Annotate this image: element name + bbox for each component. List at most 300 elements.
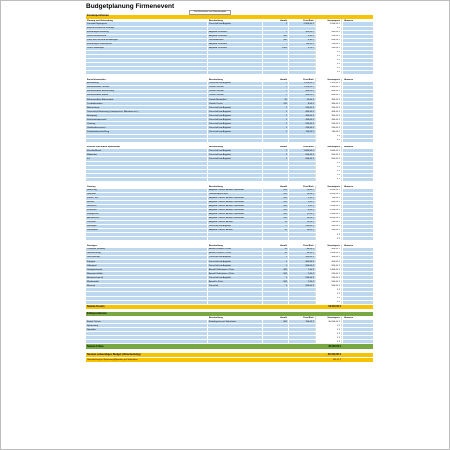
row-note: [342, 248, 373, 251]
row-name: [86, 292, 207, 295]
row-note: [342, 90, 373, 93]
row-quantity: 1: [262, 86, 288, 89]
row-note: [342, 149, 373, 152]
row-note: [342, 197, 373, 200]
row-unit-price: 500,00 €: [288, 284, 315, 287]
row-name: Beleuchtung: [87, 106, 100, 109]
row-quantity: 1: [262, 260, 288, 263]
header-note: Hinweise: [342, 244, 373, 248]
row-total: 500,00 €: [315, 280, 342, 283]
footer-label: Summe notwendiges Budget (Unterdeckung): [87, 352, 141, 356]
row-description: Pauschal laut Angebot: [207, 264, 262, 267]
row-total: 3.000,00 €: [315, 193, 342, 196]
header-qty: Anzahl: [262, 78, 288, 82]
row-unit-price: [288, 328, 315, 331]
row-name: Externe Kosten für Planung: [87, 26, 114, 29]
row-total: 0 €: [315, 288, 342, 291]
row-unit-price: 550,00 €: [288, 122, 315, 125]
footer-label: Unterdeckung bei Sponsoring/Spenden pro Teilnehmer: [87, 359, 138, 362]
row-name: Reinigung: [87, 114, 97, 117]
row-quantity: 200: [262, 272, 288, 275]
row-name: [86, 233, 207, 236]
row-unit-price: 150,00 €: [288, 320, 315, 323]
row-name: Technische Betreuung (Lautsprecher, Mikrofone etc.): [87, 110, 139, 113]
row-note: [342, 288, 373, 291]
row-quantity: 1: [262, 94, 288, 97]
header-label: Event-Infrastruktur: [87, 78, 106, 81]
footer-value: 101,55 €: [332, 359, 341, 362]
row-total: 0 €: [315, 174, 342, 177]
row-name: [86, 135, 207, 138]
row-total: 0 €: [315, 328, 342, 331]
row-note: [342, 118, 373, 121]
header-unit-price: Preis/Einh.: [288, 146, 315, 150]
row-description: [207, 63, 262, 66]
row-quantity: 10: [262, 248, 288, 251]
row-note: [342, 256, 373, 259]
row-description: Verleih Tische: [207, 102, 262, 105]
row-note: [342, 166, 373, 169]
row-total: 150,00 €: [315, 130, 342, 133]
row-description: Anzahl x Preis: [207, 280, 262, 283]
row-unit-price: [288, 178, 315, 181]
row-quantity: [262, 139, 288, 142]
row-unit-price: [288, 288, 315, 291]
row-quantity: [262, 51, 288, 54]
row-description: [207, 139, 262, 142]
row-quantity: 200: [262, 193, 288, 196]
row-quantity: [262, 71, 288, 74]
row-total: 0 €: [315, 297, 342, 300]
row-unit-price: [288, 27, 315, 30]
row-name: Moderator: [87, 153, 97, 156]
row-note: [342, 39, 373, 42]
header-label: Planung und Vorbereitung: [87, 19, 113, 22]
row-description: Anzahl Teilnehmer x Preis: [207, 272, 262, 275]
row-unit-price: 18,00 €: [288, 217, 315, 220]
row-name: [86, 71, 207, 74]
row-note: [342, 122, 373, 125]
row-name: [86, 288, 207, 291]
header-unit-price: Preis/Einh.: [288, 316, 315, 320]
sum-costs-label: Summe Kosten: [87, 304, 105, 308]
row-note: [342, 209, 373, 212]
row-quantity: [262, 170, 288, 173]
row-quantity: 200: [262, 205, 288, 208]
header-note: Hinweise: [342, 316, 373, 320]
row-quantity: 1: [262, 118, 288, 121]
row-description: [207, 288, 262, 291]
row-unit-price: 1.800,00 €: [288, 149, 315, 152]
row-name: Bühnenaufbau Bühnenteile: [87, 98, 114, 101]
row-name: [86, 237, 207, 240]
row-quantity: 20: [262, 98, 288, 101]
row-description: Angebot Druckerei: [207, 43, 262, 46]
row-description: Pauschal laut Angebot: [207, 276, 262, 279]
row-total: 1.000,00 €: [315, 205, 342, 208]
row-quantity: 200: [262, 189, 288, 192]
row-quantity: 200: [262, 217, 288, 220]
row-description: Angebot Caterer, Anzahl Teilnehmer: [207, 213, 262, 216]
row-quantity: [262, 297, 288, 300]
row-quantity: 20: [262, 229, 288, 232]
row-total: 250,00 €: [315, 106, 342, 109]
row-name: Bühnenaufbau Beleuchtung: [87, 90, 115, 93]
row-quantity: [262, 233, 288, 236]
section-title: Kostenpositionen: [86, 15, 373, 19]
row-quantity: [262, 340, 288, 343]
row-description: Angebot Druckerei: [207, 47, 262, 50]
row-name: [86, 336, 207, 339]
row-note: [342, 63, 373, 66]
header-desc: Beschreibung: [207, 316, 262, 320]
row-unit-price: [288, 135, 315, 138]
row-total: 1.200,00 €: [315, 82, 342, 85]
row-note: [342, 205, 373, 208]
row-name: Einladungen Dienstleister: [87, 43, 112, 46]
row-quantity: 1: [262, 110, 288, 113]
row-name: Übernachtung: [87, 252, 101, 255]
row-name: Tischdekoration: [87, 102, 103, 105]
row-total: 0 €: [315, 292, 342, 295]
row-quantity: [262, 135, 288, 138]
row-quantity: [262, 336, 288, 339]
row-unit-price: [288, 55, 315, 58]
header-unit-price: Preis/Einh.: [288, 244, 315, 248]
row-description: [207, 292, 262, 295]
row-name: Einladungen/Werbung: [87, 31, 109, 33]
row-unit-price: 500,00 €: [288, 153, 315, 156]
row-note: [342, 284, 373, 287]
row-name: Videograf: [87, 264, 97, 267]
budget-sheet: [86, 3, 373, 362]
row-quantity: 1: [262, 130, 288, 133]
row-name: Dekoration: [87, 229, 98, 232]
row-note: [342, 67, 373, 70]
row-note: [342, 126, 373, 129]
row-total: 600,00 €: [315, 94, 342, 97]
row-unit-price: 2,50 €: [288, 280, 315, 283]
row-note: [342, 59, 373, 62]
row-description: Angebot Caterer, Anzahl Teilnehmer: [207, 209, 262, 212]
row-unit-price: [288, 51, 315, 54]
header-qty: Anzahl: [262, 185, 288, 189]
row-quantity: 200: [262, 268, 288, 271]
row-name: Sonstiges: [87, 225, 97, 228]
row-unit-price: 250,00 €: [288, 276, 315, 279]
row-name: [86, 301, 207, 304]
row-note: [342, 153, 373, 156]
row-name: DJ: [87, 157, 90, 160]
row-unit-price: [288, 237, 315, 240]
row-description: [207, 51, 262, 54]
row-quantity: 1: [262, 31, 288, 34]
row-quantity: 1: [262, 90, 288, 93]
row-description: Pauschal laut Angebot: [207, 153, 262, 156]
row-quantity: [262, 27, 288, 30]
row-unit-price: 0,80 €: [288, 39, 315, 42]
row-total: 500,00 €: [315, 153, 342, 156]
row-description: Pauschal laut Angebot: [207, 256, 262, 259]
row-total: 200,00 €: [315, 47, 342, 50]
header-qty: Anzahl: [262, 19, 288, 23]
header-qty: Anzahl: [262, 244, 288, 248]
row-unit-price: 150,00 €: [288, 43, 315, 46]
footer-row: [86, 357, 373, 362]
row-name: Druck/Drucksachen: [87, 35, 107, 38]
row-note: [342, 55, 373, 58]
row-name: [86, 178, 207, 181]
page-title: Budgetplanung Firmenevent: [86, 3, 175, 10]
row-quantity: 200: [262, 320, 288, 323]
row-description: Versandkosten: [207, 39, 262, 42]
row-quantity: [262, 288, 288, 291]
row-total: 900,00 €: [315, 264, 342, 267]
header-total: Gesamtpreis: [315, 146, 342, 150]
row-quantity: [262, 178, 288, 181]
row-total: 400,00 €: [315, 39, 342, 42]
row-total: 0 €: [315, 332, 342, 335]
row-description: [207, 332, 262, 335]
row-quantity: [262, 174, 288, 177]
row-total: 3.600,00 €: [315, 217, 342, 220]
row-unit-price: 900,00 €: [288, 264, 315, 267]
row-unit-price: [288, 336, 315, 339]
row-quantity: [262, 67, 288, 70]
row-description: Angebot Caterer, Anzahl Teilnehmer: [207, 197, 262, 200]
row-note: [342, 201, 373, 204]
row-note: [342, 320, 373, 323]
row-quantity: 1: [262, 22, 288, 25]
row-total: 0 €: [315, 67, 342, 70]
row-unit-price: 5,00 €: [288, 205, 315, 208]
row-unit-price: 12,00 €: [288, 213, 315, 216]
row-unit-price: 400,00 €: [288, 110, 315, 113]
row-description: [207, 233, 262, 236]
row-unit-price: [288, 292, 315, 295]
row-name: Fotograf: [87, 260, 96, 263]
row-quantity: 1: [262, 43, 288, 46]
row-total: 300,00 €: [315, 256, 342, 259]
row-description: Verleih Technik: [207, 94, 262, 97]
row-total: 0 €: [315, 170, 342, 173]
row-note: [342, 268, 373, 271]
header-label: Sonstiges: [87, 245, 97, 248]
row-unit-price: 6,00 €: [288, 209, 315, 212]
row-description: Pauschal: [207, 284, 262, 287]
row-total: 0 €: [315, 301, 342, 304]
row-description: [207, 328, 262, 331]
row-unit-price: [288, 174, 315, 177]
row-quantity: 1: [262, 114, 288, 117]
row-unit-price: 95,00 €: [288, 252, 315, 255]
row-unit-price: [288, 170, 315, 173]
row-name: Catering: [87, 122, 96, 125]
row-total: 2.000,00 €: [315, 22, 342, 25]
row-name: Snacks: [87, 201, 95, 204]
row-total: 300,00 €: [315, 98, 342, 101]
budget-footer: [86, 352, 373, 362]
row-note: [342, 114, 373, 117]
row-quantity: [262, 162, 288, 165]
row-note: [342, 174, 373, 177]
header-note: Hinweise: [342, 185, 373, 189]
row-quantity: 1: [262, 225, 288, 228]
row-unit-price: [288, 297, 315, 300]
row-unit-price: 600,00 €: [288, 260, 315, 263]
row-unit-price: 300,00 €: [288, 256, 315, 259]
row-name: Transport (Shuttle): [87, 248, 106, 251]
row-name: Blumenschmuck: [87, 276, 104, 279]
row-note: [342, 110, 373, 113]
row-total: 2.400,00 €: [315, 213, 342, 216]
row-quantity: [262, 328, 288, 331]
row-name: [86, 162, 207, 165]
row-note: [342, 51, 373, 54]
header-desc: Beschreibung: [207, 78, 262, 82]
row-unit-price: 150,00 €: [288, 130, 315, 133]
row-unit-price: 1.200,00 €: [288, 82, 315, 85]
row-note: [342, 82, 373, 85]
row-unit-price: [288, 324, 315, 327]
row-name: Druck Werbeflyer: [87, 47, 104, 50]
header-unit-price: Preis/Einh.: [288, 78, 315, 82]
row-description: [207, 170, 262, 173]
row-total: 600,00 €: [315, 157, 342, 160]
row-unit-price: [288, 233, 315, 236]
row-description: [207, 135, 262, 138]
row-note: [342, 71, 373, 74]
row-note: [342, 225, 373, 228]
row-quantity: 200: [262, 209, 288, 212]
row-unit-price: 4,00 €: [288, 201, 315, 204]
row-name: Porto und Versand Einladungen: [87, 39, 118, 42]
row-unit-price: [288, 67, 315, 70]
row-note: [342, 27, 373, 30]
row-total: 0 €: [315, 51, 342, 54]
row-total: 30.000,00 €: [315, 320, 342, 323]
sum-income-value: 30.000,00 €: [328, 344, 341, 348]
row-description: Pauschal laut Angebot: [207, 157, 262, 160]
row-note: [342, 324, 373, 327]
row-description: Getränkepauschale: [207, 193, 262, 196]
row-name: Parkplatzbereitstellung: [87, 130, 110, 133]
row-quantity: [262, 324, 288, 327]
row-description: [207, 27, 262, 30]
row-quantity: 1: [262, 82, 288, 85]
row-note: [342, 102, 373, 105]
header-total: Gesamtpreis: [315, 316, 342, 320]
row-total: 1.900,00 €: [315, 252, 342, 255]
row-description: Pauschal laut Angebot: [207, 114, 262, 117]
row-name: [86, 170, 207, 173]
row-unit-price: 500,00 €: [288, 31, 315, 34]
row-unit-price: 15,00 €: [288, 98, 315, 101]
row-quantity: [262, 55, 288, 58]
header-unit-price: Preis/Einh.: [288, 185, 315, 189]
row-name: [86, 174, 207, 177]
row-total: 300,00 €: [315, 114, 342, 117]
row-total: 600,00 €: [315, 260, 342, 263]
row-quantity: 1: [262, 126, 288, 129]
row-description: Pauschal laut Angebot: [207, 260, 262, 263]
row-description: Angebot Caterer, Anzahl Teilnehmer: [207, 205, 262, 208]
row-note: [342, 98, 373, 101]
row-note: [342, 340, 373, 343]
row-unit-price: 600,00 €: [288, 157, 315, 160]
row-quantity: [262, 166, 288, 169]
row-quantity: [262, 292, 288, 295]
row-note: [342, 31, 373, 34]
row-note: [342, 162, 373, 165]
row-note: [342, 237, 373, 240]
row-total: 500,00 €: [315, 284, 342, 287]
row-unit-price: 8,00 €: [288, 102, 315, 105]
row-total: 0 €: [315, 59, 342, 62]
row-name: [86, 297, 207, 300]
row-total: 1.200,00 €: [315, 209, 342, 212]
row-note: [342, 264, 373, 267]
row-quantity: 20: [262, 252, 288, 255]
row-total: 0 €: [315, 135, 342, 138]
row-note: [342, 276, 373, 279]
row-description: Angebot Caterer, Anzahl Teilnehmer: [207, 201, 262, 204]
row-total: 250,00 €: [315, 35, 342, 38]
header-note: Hinweise: [342, 78, 373, 82]
row-description: [207, 301, 262, 304]
header-qty: Anzahl: [262, 146, 288, 150]
row-total: 550,00 €: [315, 122, 342, 125]
row-total: 200,00 €: [315, 229, 342, 232]
row-total: 0 €: [315, 233, 342, 236]
row-description: Pauschal laut Angebot: [207, 122, 262, 125]
row-total: 200,00 €: [315, 225, 342, 228]
row-name: [86, 67, 207, 70]
row-total: 0 €: [315, 162, 342, 165]
row-unit-price: 25,00 €: [288, 189, 315, 192]
row-total: 500,00 €: [315, 31, 342, 34]
row-description: Pauschal laut Angebot: [207, 225, 262, 228]
row-name: Nachtisch: [87, 205, 97, 208]
row-unit-price: [288, 139, 315, 142]
row-description: Pauschal laut Angebot: [207, 106, 262, 109]
row-quantity: 500: [262, 39, 288, 42]
row-note: [342, 139, 373, 142]
row-total: 800,00 €: [315, 201, 342, 204]
row-unit-price: 25,00 €: [288, 221, 315, 224]
sum-income-label: Summe Erlöse: [87, 344, 104, 348]
row-name: Sponsoring: [87, 324, 99, 327]
row-unit-price: [288, 63, 315, 66]
row-name: [86, 332, 207, 335]
row-name: Sicherheitspersonal: [87, 118, 107, 121]
row-unit-price: 250,00 €: [288, 106, 315, 109]
header-desc: Beschreibung: [207, 19, 262, 23]
row-description: [207, 55, 262, 58]
row-quantity: [262, 59, 288, 62]
row-description: Angebot Caterer, Anzahl Teilnehmer: [207, 189, 262, 192]
row-quantity: 1: [262, 149, 288, 152]
row-quantity: 1: [262, 264, 288, 267]
row-description: Pauschal laut Angebot: [207, 82, 262, 85]
row-name: [86, 59, 207, 62]
row-note: [342, 135, 373, 138]
row-total: 0 €: [315, 178, 342, 181]
row-name: Getränke: [87, 193, 96, 196]
row-unit-price: [288, 166, 315, 169]
row-unit-price: [288, 340, 315, 343]
row-quantity: 1: [262, 276, 288, 279]
